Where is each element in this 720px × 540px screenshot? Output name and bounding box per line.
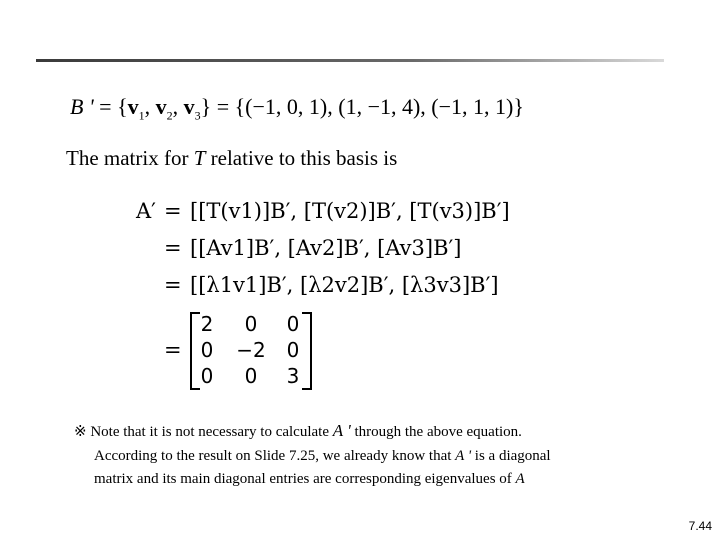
page-number: 7.44 [688,519,712,533]
matrix-cell: 0 [200,338,214,362]
matrix-cell: 0 [244,364,258,388]
basis-definition: B ' = {$v_1$, $v_2$, $v_3\} = \{(-1$, 0, 1), (1, −1, 4), (−1, 1, 1)} [70,94,524,123]
basis-symbol: B ' [70,94,94,119]
equation-line-3: [[λ1v1]B′, [λ2v2]B′, [λ3v3]B′] [190,273,499,297]
matrix-cell: 3 [286,364,300,388]
equals-sign: = [164,236,182,260]
equals-sign: = [164,273,182,297]
matrix-cell: 0 [244,312,258,336]
equation-line-2: [[Av1]B′, [Av2]B′, [Av3]B′] [190,236,462,260]
matrix-cell: 2 [200,312,214,336]
matrix-cell: 0 [286,338,300,362]
intro-text: The matrix for T relative to this basis is [66,146,398,170]
matrix-cell: 0 [200,364,214,388]
note-line-3: matrix and its main diagonal entries are corresponding eigenvalues of A [94,471,525,487]
note-block [74,419,551,492]
matrix-cell: −2 [236,338,266,362]
matrix-cell: 0 [286,312,300,336]
equals-sign: = [164,199,182,223]
equals-sign: = [164,338,182,362]
title-divider [36,59,664,62]
equation-line-1: [[T(v1)]B′, [T(v2)]B′, [T(v3)]B′] [190,199,510,223]
note-line-2: According to the result on Slide 7.25, we already know that A ' is a diagonal [94,447,551,464]
note-line-1: ※ Note that it is not necessary to calculate A ' through the above equation. [74,421,522,440]
equation-lhs: A′ [136,199,156,223]
reference-mark-icon: ※ [74,424,87,440]
diagonal-matrix [190,312,312,386]
basis-vectors: {(−1, 0, 1), (1, −1, 4), (−1, 1, 1)} [234,94,524,119]
